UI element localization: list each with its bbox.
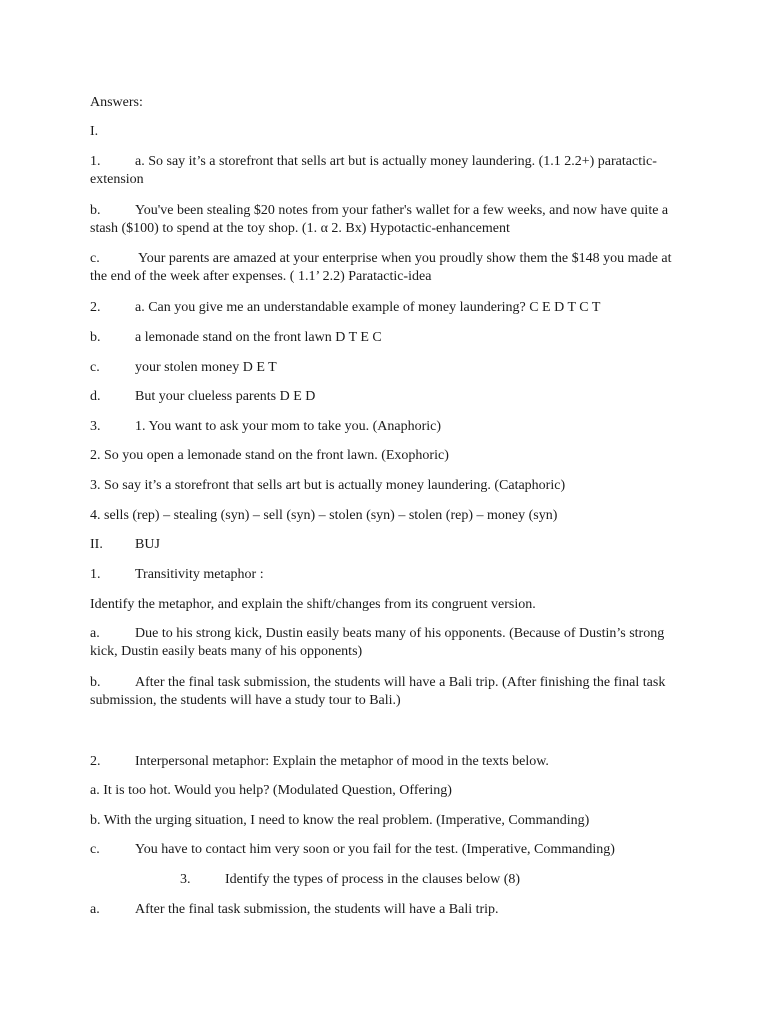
item-1c: c. Your parents are amazed at your enterprise when you proudly show them the $148 you made at the end of the week after expenses. ( 1.1’ 2.2) Paratactic-idea bbox=[90, 251, 672, 284]
transitivity-instruction: Identify the metaphor, and explain the shift/changes from its congruent version. bbox=[90, 597, 536, 612]
process-types-title: 3. Identify the types of process in the clauses below (8) bbox=[180, 872, 521, 887]
process-types-item-a: a. After the final task submission, the students will have a Bali trip. bbox=[90, 902, 499, 917]
item-2a: 2. a. Can you give me an understandable example of money laundering? C E D T C T bbox=[90, 300, 601, 315]
item-3-line-3: 3. So say it’s a storefront that sells art but is actually money laundering. (Cataphoric) bbox=[90, 478, 566, 493]
item-3-line-2: 2. So you open a lemonade stand on the front lawn. (Exophoric) bbox=[90, 448, 449, 463]
interpersonal-item-b: b. With the urging situation, I need to know the real problem. (Imperative, Commanding) bbox=[90, 813, 590, 828]
transitivity-item-a: a. Due to his strong kick, Dustin easily beats many of his opponents. (Because of Dustin’s strong kick, Dustin easily beats many of his opponents) bbox=[90, 626, 665, 659]
transitivity-item-b: b. After the final task submission, the students will have a Bali trip. (After finishing the final task submission, the students will have a study tour to Bali.) bbox=[90, 675, 666, 708]
item-3-line-1: 3. 1. You want to ask your mom to take you. (Anaphoric) bbox=[90, 419, 442, 434]
item-2d: d. But your clueless parents D E D bbox=[90, 389, 316, 404]
transitivity-title: 1. Transitivity metaphor : bbox=[90, 567, 264, 582]
item-2b: b. a lemonade stand on the front lawn D T E C bbox=[90, 330, 382, 345]
interpersonal-item-a: a. It is too hot. Would you help? (Modulated Question, Offering) bbox=[90, 783, 452, 798]
answers-heading: Answers: bbox=[90, 95, 143, 110]
interpersonal-item-c: c. You have to contact him very soon or you fail for the test. (Imperative, Commanding) bbox=[90, 842, 615, 857]
item-1b: b. You've been stealing $20 notes from your father's wallet for a few weeks, and now have quite a stash ($100) to spend at the toy shop. (1. α 2. Bx) Hypotactic-enhancement bbox=[90, 203, 669, 236]
section-2-heading: II. BUJ bbox=[90, 537, 160, 552]
item-2c: c. your stolen money D E T bbox=[90, 360, 277, 375]
item-1a: 1. a. So say it’s a storefront that sells art but is actually money laundering. (1.1 2.2+) paratactic-extension bbox=[90, 154, 657, 187]
interpersonal-title: 2. Interpersonal metaphor: Explain the metaphor of mood in the texts below. bbox=[90, 754, 549, 769]
item-3-line-4: 4. sells (rep) – stealing (syn) – sell (syn) – stolen (syn) – stolen (rep) – money (syn) bbox=[90, 508, 558, 523]
section-numeral-1: I. bbox=[90, 124, 99, 139]
